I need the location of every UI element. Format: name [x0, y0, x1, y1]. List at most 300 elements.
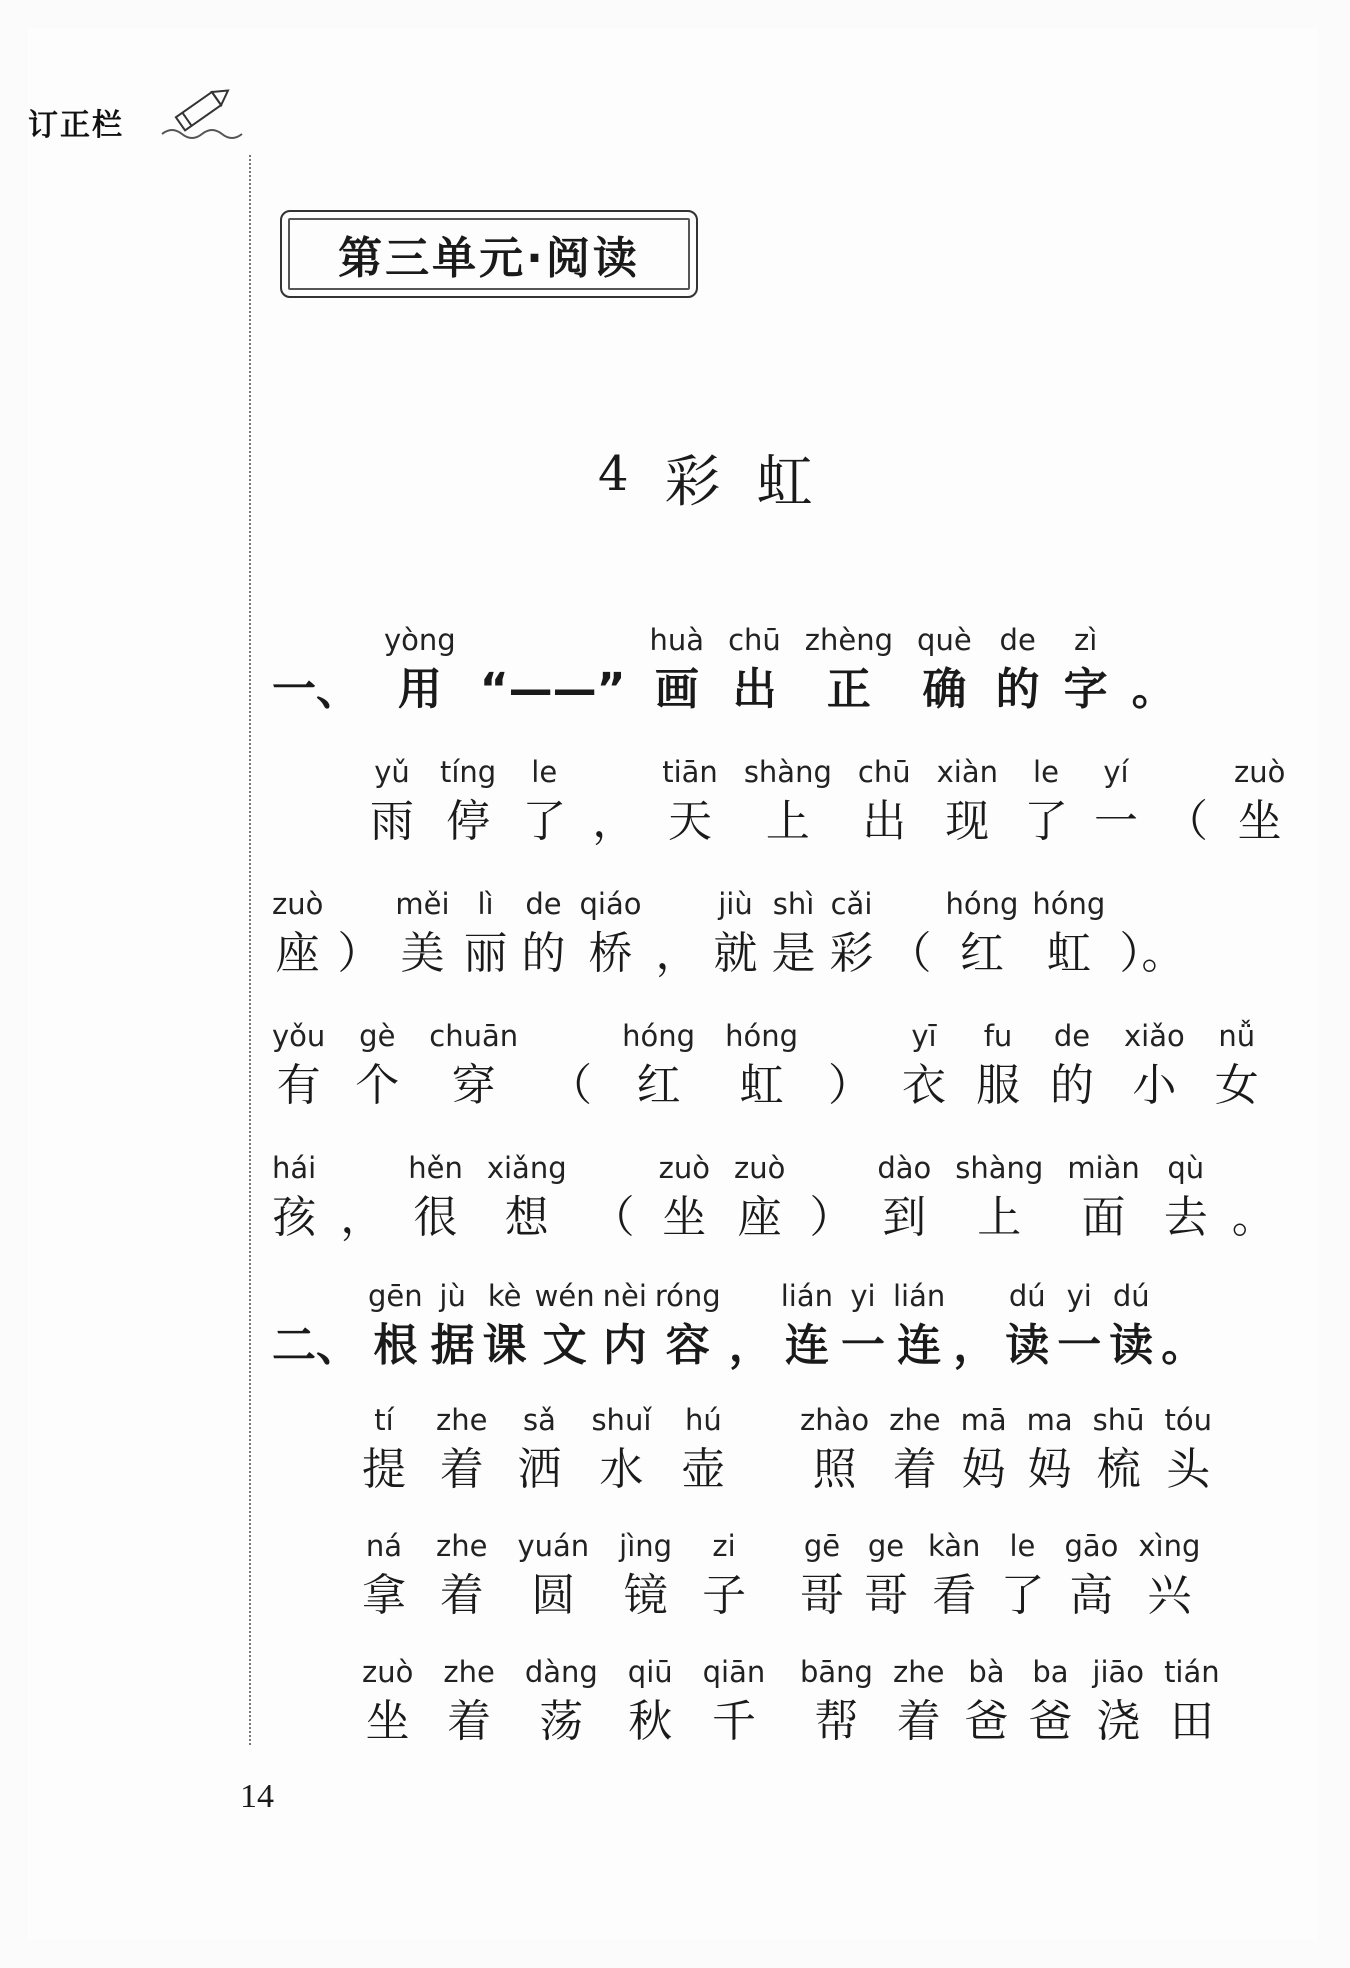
pinyin: dào [877, 1151, 932, 1185]
hanzi: 了 [1000, 1570, 1045, 1621]
pinyin: zì [1074, 623, 1098, 657]
hanzi: 座 [737, 1192, 782, 1243]
pinyin: yǒu [272, 1019, 326, 1053]
char-cell [603, 1276, 647, 1376]
phrase-right [800, 1652, 1220, 1752]
hanzi: 上 [765, 796, 810, 847]
pinyin: xiàn [936, 755, 998, 789]
hanzi: 高 [1069, 1570, 1114, 1621]
hanzi: 。 [1231, 1192, 1276, 1243]
pinyin: hú [685, 1403, 722, 1437]
char-cell [996, 620, 1040, 720]
char-cell [917, 620, 972, 720]
char-cell [464, 884, 508, 984]
char-cell [436, 1400, 487, 1500]
hanzi: 小 [1132, 1060, 1177, 1111]
hanzi: 去 [1163, 1192, 1208, 1243]
pinyin: de [999, 623, 1036, 657]
pinyin: zuò [658, 1151, 710, 1185]
hanzi: ， [592, 796, 637, 847]
char-cell [964, 1652, 1008, 1752]
hanzi: 读 [1005, 1320, 1050, 1371]
hanzi: （ [887, 928, 932, 979]
hanzi: 一 [840, 1320, 885, 1371]
hanzi: 的 [995, 664, 1040, 715]
hanzi: 一 [1093, 796, 1138, 847]
char-cell [1024, 752, 1068, 852]
hanzi: 头 [1166, 1444, 1211, 1495]
unit-title: 第三单元·阅读 [338, 233, 640, 284]
pinyin: hái [272, 1151, 317, 1185]
pinyin: tíng [440, 755, 497, 789]
char-cell [1164, 752, 1208, 852]
hanzi: 上 [977, 1192, 1022, 1243]
hanzi: 二、 [272, 1320, 360, 1371]
char-cell [522, 884, 566, 984]
phrase-right [800, 1526, 1200, 1626]
hanzi: （ [548, 1060, 593, 1111]
pinyin: sǎ [523, 1403, 556, 1437]
char-cell [395, 884, 449, 984]
lesson-title-char-1: 彩 [664, 450, 721, 515]
hanzi: 的 [521, 928, 566, 979]
hanzi: 雨 [370, 796, 414, 847]
char-cell [937, 752, 998, 852]
char-cell [1165, 1400, 1213, 1500]
char-cell [517, 1400, 561, 1500]
hanzi: 内 [602, 1320, 647, 1371]
char-cell [1050, 1016, 1094, 1116]
pinyin: zhe [436, 1403, 488, 1437]
hanzi: 了 [1023, 796, 1068, 847]
char-cell [619, 1526, 672, 1626]
phrase-right [800, 1400, 1212, 1500]
char-cell [443, 1652, 494, 1752]
lesson-title [598, 438, 813, 518]
hanzi: 子 [702, 1570, 747, 1621]
char-cell [1067, 1148, 1139, 1248]
char-cell [725, 1016, 798, 1116]
char-cell [368, 1276, 423, 1376]
char-cell [480, 620, 626, 720]
hanzi: 画 [654, 664, 699, 715]
hanzi: 兴 [1147, 1570, 1192, 1621]
char-cell [1161, 1276, 1205, 1376]
pinyin: dàng [524, 1655, 598, 1689]
pinyin: shì [772, 887, 815, 921]
pinyin: ge [867, 1529, 905, 1563]
hanzi: 的 [1050, 1060, 1094, 1111]
hanzi: ） [809, 1192, 854, 1243]
margin-divider [249, 155, 251, 1745]
char-cell [340, 1148, 384, 1248]
pinyin: yi [850, 1279, 876, 1313]
hanzi: 着 [892, 1444, 937, 1495]
pinyin: le [1009, 1529, 1036, 1563]
char-cell [272, 884, 323, 984]
char-cell [1164, 1652, 1220, 1752]
char-cell [858, 752, 911, 852]
hanzi: 洒 [517, 1444, 562, 1495]
char-cell [1124, 1016, 1185, 1116]
char-cell [946, 884, 1019, 984]
hanzi: 妈 [961, 1444, 1006, 1495]
hanzi: ）。 [1119, 928, 1186, 979]
pinyin: le [1033, 755, 1059, 789]
pinyin: tóu [1164, 1403, 1213, 1437]
hanzi: 根 [373, 1320, 418, 1371]
hanzi: 水 [599, 1444, 644, 1495]
hanzi: 正 [826, 664, 871, 715]
hanzi: 坐 [1237, 796, 1282, 847]
char-cell [522, 752, 566, 852]
lesson-title-char-2: 虹 [756, 450, 813, 515]
char-cell [1232, 1148, 1276, 1248]
char-cell [362, 1652, 413, 1752]
pinyin: zuò [362, 1655, 414, 1689]
hanzi: （ [590, 1192, 635, 1243]
hanzi: 彩 [829, 928, 874, 979]
hanzi: 据 [430, 1320, 475, 1371]
char-cell [702, 1526, 746, 1626]
char-cell [355, 1016, 399, 1116]
pinyin: fu [983, 1019, 1013, 1053]
char-cell [809, 1148, 853, 1248]
hanzi: 田 [1169, 1696, 1214, 1747]
pinyin: chū [857, 755, 911, 789]
hanzi: 课 [482, 1320, 527, 1371]
pinyin: zi [712, 1529, 736, 1563]
char-cell [1028, 1652, 1072, 1752]
pinyin: hóng [622, 1019, 696, 1053]
hanzi: 荡 [539, 1696, 584, 1747]
hanzi: 提 [362, 1444, 406, 1495]
hanzi: 停 [446, 796, 491, 847]
char-cell [1032, 884, 1105, 984]
char-cell [362, 1400, 406, 1500]
hanzi: 连 [897, 1320, 942, 1371]
pinyin: nèi [602, 1279, 647, 1313]
char-cell [805, 620, 893, 720]
question-1-line [272, 1148, 1276, 1248]
pinyin: gè [359, 1019, 396, 1053]
hanzi: 桥 [588, 928, 633, 979]
char-cell [976, 1016, 1020, 1116]
hanzi: 虹 [1046, 928, 1091, 979]
lesson-number: 4 [598, 446, 629, 502]
hanzi: 。 [1161, 1320, 1206, 1371]
hanzi: 座 [275, 928, 320, 979]
hanzi: 衣 [902, 1060, 946, 1111]
pinyin: zhe [443, 1655, 495, 1689]
char-cell [893, 1276, 945, 1376]
char-cell [961, 1400, 1007, 1500]
pinyin: shàng [955, 1151, 1044, 1185]
hanzi: “——” [479, 664, 626, 715]
pinyin: tiān [662, 755, 718, 789]
char-cell [953, 1276, 997, 1376]
char-cell [830, 884, 874, 984]
hanzi: 红 [636, 1060, 681, 1111]
char-cell [800, 1526, 844, 1626]
pinyin: tí [374, 1403, 394, 1437]
char-cell [714, 884, 758, 984]
char-cell [703, 1652, 766, 1752]
pinyin: qiū [627, 1655, 673, 1689]
pinyin: tián [1164, 1655, 1220, 1689]
char-cell [1064, 1526, 1118, 1626]
pinyin: bāng [800, 1655, 873, 1689]
char-cell [877, 1148, 931, 1248]
pinyin: jiāo [1092, 1655, 1145, 1689]
pinyin: zuò [733, 1151, 786, 1185]
pinyin: zhe [889, 1403, 941, 1437]
pinyin: gē [803, 1529, 841, 1563]
pinyin: bà [968, 1655, 1005, 1689]
hanzi: 确 [922, 664, 967, 715]
pinyin: jiù [718, 887, 753, 921]
pinyin: lián [892, 1279, 946, 1313]
char-cell [440, 752, 496, 852]
pinyin: zhe [892, 1655, 945, 1689]
hanzi: 圆 [531, 1570, 576, 1621]
char-cell [1234, 752, 1285, 852]
char-cell [800, 1652, 873, 1752]
hanzi: 一 [1057, 1320, 1102, 1371]
phrase-left [362, 1526, 746, 1626]
hanzi: 爸 [964, 1696, 1009, 1747]
pinyin: yǔ [374, 755, 410, 789]
pinyin: hóng [1032, 887, 1106, 921]
hanzi: 照 [812, 1444, 857, 1495]
char-cell [362, 1526, 406, 1626]
char-cell [928, 1526, 980, 1626]
hanzi: 丽 [463, 928, 508, 979]
pinyin: shuǐ [591, 1403, 652, 1437]
hanzi: 浇 [1096, 1696, 1141, 1747]
pinyin: ná [365, 1529, 403, 1563]
pinyin: ba [1032, 1655, 1069, 1689]
pinyin: mā [960, 1403, 1007, 1437]
hanzi: 有 [276, 1060, 321, 1111]
pinyin: chuān [429, 1019, 519, 1053]
hanzi: 虹 [739, 1060, 784, 1111]
unit-title-box [280, 210, 698, 298]
pinyin: róng [654, 1279, 721, 1313]
hanzi: 穿 [451, 1060, 496, 1111]
pinyin: zhe [436, 1529, 488, 1563]
pinyin: yī [911, 1019, 937, 1053]
pinyin: gāo [1064, 1529, 1119, 1563]
pinyin: yí [1103, 755, 1129, 789]
pinyin: qù [1167, 1151, 1205, 1185]
char-cell [902, 1016, 946, 1116]
char-cell [841, 1276, 885, 1376]
char-cell [535, 1276, 595, 1376]
char-cell [436, 1526, 487, 1626]
char-cell [1005, 1276, 1049, 1376]
char-cell [734, 1148, 785, 1248]
hanzi: 千 [711, 1696, 756, 1747]
char-cell [487, 1148, 567, 1248]
char-cell [1164, 1148, 1208, 1248]
hanzi: 红 [959, 928, 1004, 979]
char-cell [681, 1400, 725, 1500]
pinyin: jù [439, 1279, 466, 1313]
pinyin: měi [395, 887, 450, 921]
pinyin: qiān [702, 1655, 766, 1689]
char-cell [893, 1652, 944, 1752]
char-cell [772, 884, 816, 984]
char-cell [889, 1400, 940, 1500]
char-cell [728, 620, 781, 720]
hanzi: 哥 [864, 1570, 908, 1621]
char-cell [483, 1276, 527, 1376]
hanzi: 想 [504, 1192, 549, 1243]
hanzi: 壶 [681, 1444, 726, 1495]
hanzi: 帮 [814, 1696, 859, 1747]
char-cell [744, 752, 832, 852]
pinyin: ma [1026, 1403, 1073, 1437]
hanzi: 出 [732, 664, 777, 715]
pinyin: què [917, 623, 972, 657]
hanzi: 着 [896, 1696, 941, 1747]
char-cell [1132, 620, 1176, 720]
hanzi: 容 [665, 1320, 710, 1371]
char-cell [431, 1276, 475, 1376]
hanzi: 连 [784, 1320, 829, 1371]
pinyin: zhèng [804, 623, 894, 657]
hanzi: 是 [771, 928, 816, 979]
hanzi: 天 [668, 796, 713, 847]
pinyin: xiǎng [486, 1151, 567, 1185]
char-cell [864, 1526, 908, 1626]
char-cell [272, 1148, 316, 1248]
pinyin: qiáo [579, 887, 642, 921]
hanzi: 女 [1214, 1060, 1259, 1111]
hanzi: 很 [413, 1192, 458, 1243]
char-cell [580, 884, 642, 984]
hanzi: 现 [945, 796, 990, 847]
pinyin: shū [1092, 1403, 1145, 1437]
hanzi: ， [340, 1192, 385, 1243]
hanzi: 爸 [1028, 1696, 1073, 1747]
pinyin: xìng [1138, 1529, 1201, 1563]
char-cell [1138, 1526, 1200, 1626]
question-1-line [370, 752, 1285, 852]
char-cell [1109, 1276, 1153, 1376]
pinyin: huà [649, 623, 705, 657]
char-cell [1064, 620, 1108, 720]
pinyin: dú [1112, 1279, 1150, 1313]
char-cell [1092, 1652, 1144, 1752]
hanzi: 面 [1081, 1192, 1126, 1243]
char-cell [828, 1016, 872, 1116]
correction-column-label: 订正栏 [28, 108, 124, 143]
char-cell [662, 752, 718, 852]
pinyin: gēn [368, 1279, 423, 1313]
question-2-heading [272, 1276, 1205, 1376]
hanzi: 着 [439, 1570, 484, 1621]
hanzi: 读 [1109, 1320, 1154, 1371]
pinyin: lì [477, 887, 494, 921]
pinyin: nǚ [1218, 1019, 1256, 1053]
char-cell [408, 1148, 463, 1248]
hanzi: 字 [1063, 664, 1108, 715]
char-cell [628, 1652, 673, 1752]
question-1-heading [272, 620, 1176, 720]
pinyin: jìng [619, 1529, 673, 1563]
char-cell [1057, 1276, 1101, 1376]
pinyin: kè [487, 1279, 522, 1313]
hanzi: ， [953, 1320, 998, 1371]
phrase-left [362, 1652, 765, 1752]
pinyin: xiǎo [1124, 1019, 1185, 1053]
char-cell [729, 1276, 773, 1376]
char-cell [1027, 1400, 1073, 1500]
char-cell [591, 1148, 635, 1248]
char-cell [384, 620, 456, 720]
pinyin: yuán [517, 1529, 590, 1563]
hanzi: 看 [932, 1570, 977, 1621]
char-cell [955, 1148, 1043, 1248]
pinyin: zuò [272, 887, 324, 921]
pinyin: chū [728, 623, 781, 657]
char-cell [272, 620, 360, 720]
char-cell [1215, 1016, 1259, 1116]
char-cell [1119, 884, 1185, 984]
char-cell [337, 884, 381, 984]
pinyin: dú [1008, 1279, 1046, 1313]
char-cell [517, 1526, 589, 1626]
hanzi: 。 [1131, 664, 1176, 715]
hanzi: 服 [976, 1060, 1020, 1111]
char-cell [548, 1016, 592, 1116]
char-cell [656, 884, 700, 984]
question-1-line [272, 884, 1185, 984]
pinyin: zhào [800, 1403, 870, 1437]
hanzi: ， [728, 1320, 773, 1371]
hanzi: 镜 [623, 1570, 668, 1621]
char-cell [591, 1400, 651, 1500]
pinyin: de [525, 887, 562, 921]
pinyin: hóng [945, 887, 1019, 921]
pinyin: zuò [1233, 755, 1286, 789]
char-cell [622, 1016, 695, 1116]
char-cell [1094, 752, 1138, 852]
char-cell [592, 752, 636, 852]
hanzi: （ [1163, 796, 1208, 847]
hanzi: 一、 [272, 664, 360, 715]
page-number: 14 [240, 1778, 274, 1815]
char-cell [370, 752, 414, 852]
hanzi: 拿 [362, 1570, 406, 1621]
hanzi: ， [655, 928, 700, 979]
char-cell [525, 1652, 598, 1752]
char-cell [429, 1016, 518, 1116]
hanzi: 文 [542, 1320, 587, 1371]
hanzi: 坐 [365, 1696, 410, 1747]
hanzi: 就 [713, 928, 758, 979]
hanzi: 哥 [800, 1570, 844, 1621]
char-cell [800, 1400, 869, 1500]
char-cell [272, 1276, 360, 1376]
char-cell [655, 1276, 721, 1376]
phrase-left [362, 1400, 725, 1500]
pinyin: hóng [725, 1019, 798, 1053]
hanzi: 了 [522, 796, 567, 847]
char-cell [888, 884, 932, 984]
